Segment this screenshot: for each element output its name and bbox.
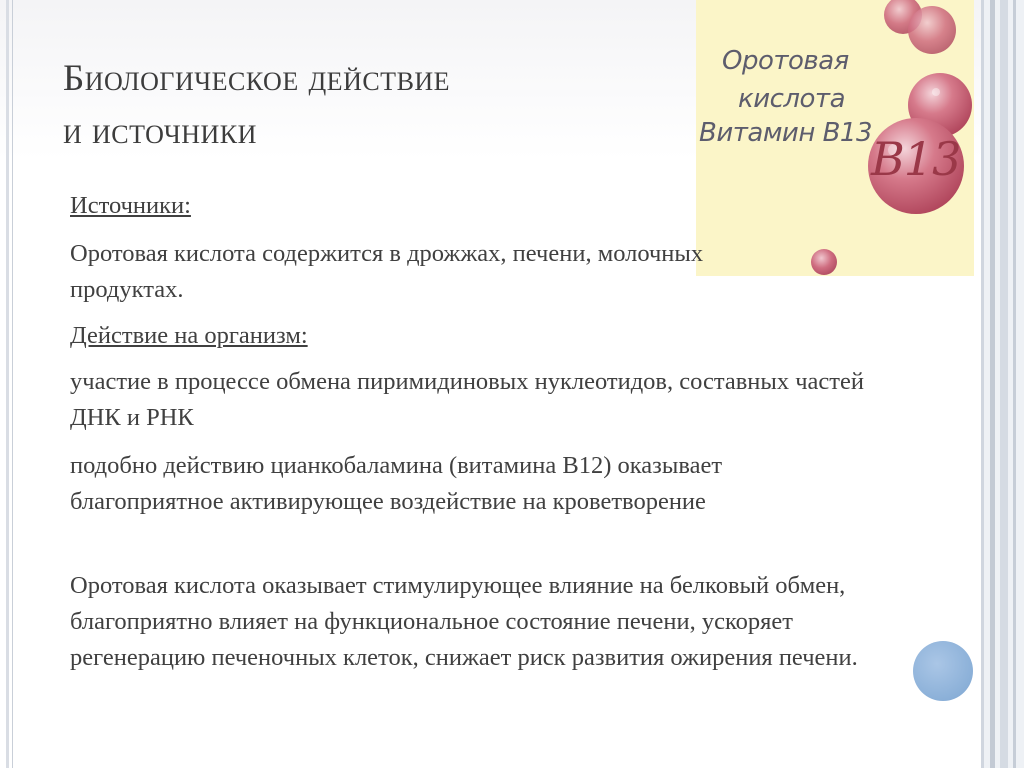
left-decorative-rule [6, 0, 9, 768]
image-caption-line-3: Витамин В13 [699, 118, 873, 148]
sources-text: Оротовая кислота содержится в дрожжах, печени, молочных продуктах. [70, 240, 704, 303]
bubble [811, 249, 837, 275]
b13-mark: B13 [871, 132, 961, 186]
action-heading: Действие на организм: [70, 322, 308, 349]
slide-title-line-2: и источники [63, 111, 257, 152]
bubble [908, 6, 956, 54]
action-paragraph-3: Оротовая кислота оказывает стимулирующее влияние на белковый обмен, благоприятно влияет на функциональное состояние печени, ускоряет регенерацию печеночных клеток, снижает риск развития ожирения печени. [70, 572, 858, 671]
slide-title-line-1: Биологическое действие [63, 58, 451, 99]
action-paragraph-2: подобно действию цианкобаламина (витамина В12) оказывает благоприятное активирующее воздействие на кроветворение [70, 452, 723, 515]
right-decorative-rule [1000, 0, 1008, 768]
vitamin-b13-image [696, 0, 974, 276]
image-caption-line-1: Оротовая [722, 46, 849, 76]
bubble-highlight [932, 88, 940, 96]
sources-heading: Источники: [70, 192, 191, 219]
slide-title [63, 52, 683, 158]
left-decorative-rule-thin [12, 0, 13, 768]
right-decorative-rule [981, 0, 984, 768]
image-caption-line-2: кислота [738, 84, 845, 114]
decorative-circle [913, 641, 973, 701]
right-decorative-rule [1013, 0, 1016, 768]
action-paragraph-1: участие в процессе обмена пиримидиновых нуклеотидов, составных частей ДНК и РНК [70, 368, 865, 431]
right-decorative-rule [990, 0, 995, 768]
